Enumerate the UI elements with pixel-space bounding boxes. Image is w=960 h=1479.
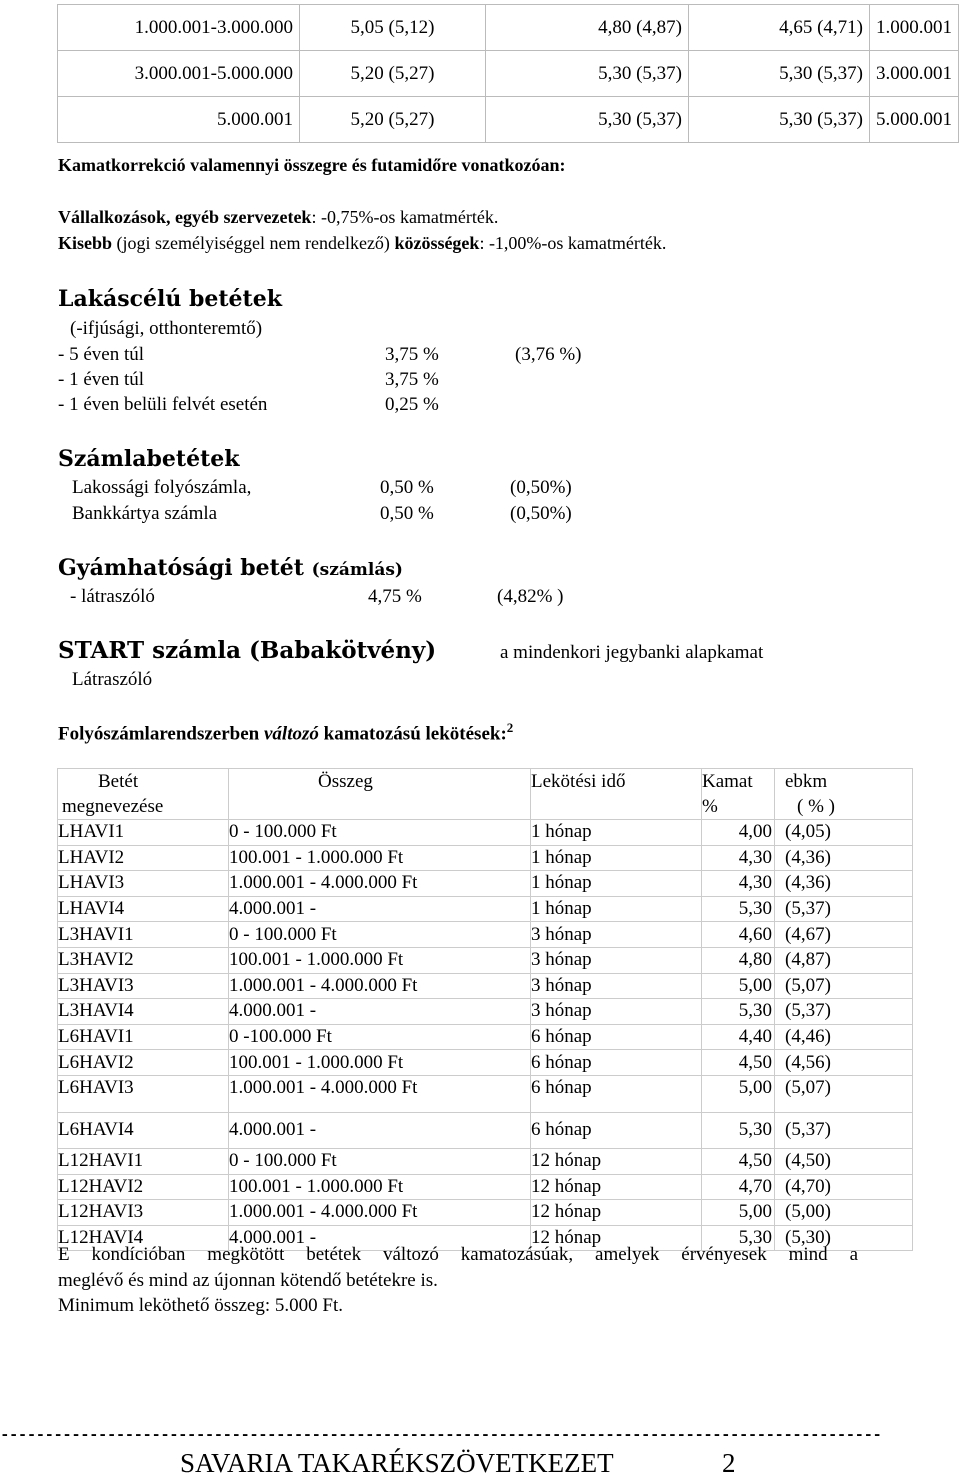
cell-amount: 100.001 - 1.000.000 Ft: [229, 845, 531, 871]
cell-rate: 5,00: [702, 1200, 775, 1226]
cell-amount: 0 - 100.000 Ft: [229, 1148, 531, 1174]
top-cell-amount-range: 3.000.001-5.000.000: [58, 51, 300, 97]
footer-divider: ---------------------------------------------------------------------------------------------------: [0, 1426, 882, 1444]
page-number: 2: [722, 1448, 736, 1478]
cell-rate: 5,00: [702, 973, 775, 999]
top-cell-rate-3: 5,30 (5,37): [689, 97, 870, 143]
note-paragraph-line1: E kondícióban megkötött betétek változó kamatozásúak, amelyek érvényesek mind a: [58, 1244, 858, 1265]
cell-ebkm: (4,36): [775, 845, 913, 871]
cell-rate: 5,00: [702, 1075, 775, 1112]
variable-title-b: kamatozású lekötések:: [318, 723, 507, 745]
table-header-row: [58, 769, 913, 820]
cell-name: L3HAVI3: [58, 973, 229, 999]
account-row-1-rate: 0,50 %: [380, 477, 434, 498]
top-cell-rate-1: 5,05 (5,12): [300, 5, 486, 51]
table-row: [58, 845, 913, 871]
housing-row-3-rate: 0,25 %: [385, 394, 439, 415]
cell-period: 1 hónap: [531, 896, 702, 922]
cell-amount: 1.000.001 - 4.000.000 Ft: [229, 1200, 531, 1226]
cell-name: L3HAVI4: [58, 999, 229, 1025]
cell-amount: 100.001 - 1.000.000 Ft: [229, 947, 531, 973]
cell-period: 6 hónap: [531, 1050, 702, 1076]
cell-ebkm: (5,07): [775, 1075, 913, 1112]
header-amount: [229, 769, 531, 820]
cell-name: L12HAVI1: [58, 1148, 229, 1174]
header-rate-line1: Kamat: [702, 771, 753, 792]
cell-amount: 1.000.001 - 4.000.000 Ft: [229, 871, 531, 897]
cell-ebkm: (4,67): [775, 922, 913, 948]
cell-period: 12 hónap: [531, 1200, 702, 1226]
top-cell-amount-range: 1.000.001-3.000.000: [58, 5, 300, 51]
cell-name: L12HAVI3: [58, 1200, 229, 1226]
guardianship-title-small: (számlás): [311, 560, 403, 580]
cell-ebkm: (4,56): [775, 1050, 913, 1076]
companies-rate: : -0,75%-os kamatmérték.: [311, 207, 499, 227]
start-account-title: START számla (Babakötvény): [58, 637, 437, 664]
cell-rate: 4,60: [702, 922, 775, 948]
cell-period: 12 hónap: [531, 1174, 702, 1200]
footnote-ref: 2: [506, 720, 514, 735]
table-row: [58, 1174, 913, 1200]
cell-amount: 100.001 - 1.000.000 Ft: [229, 1050, 531, 1076]
cell-name: LHAVI2: [58, 845, 229, 871]
top-table-row: [58, 51, 959, 97]
correction-title: Kamatkorrekció valamennyi összegre és futamidőre vonatkozóan:: [58, 155, 566, 175]
account-row-2-label: Bankkártya számla: [72, 503, 218, 524]
correction-line-communities: [58, 233, 666, 254]
cell-name: L3HAVI2: [58, 947, 229, 973]
footer-org-name: SAVARIA TAKARÉKSZÖVETKEZET: [180, 1448, 614, 1478]
top-table-row: [58, 97, 959, 143]
top-cell-rate-2: 4,80 (4,87): [486, 5, 689, 51]
housing-row-3-label: - 1 éven belüli felvét esetén: [58, 394, 268, 415]
rate-table-top: [57, 4, 959, 143]
cell-amount: 0 - 100.000 Ft: [229, 820, 531, 846]
account-deposits-title: Számlabetétek: [58, 446, 240, 472]
cell-period: 1 hónap: [531, 871, 702, 897]
top-cell-rate-3: 5,30 (5,37): [689, 51, 870, 97]
cell-amount: 4.000.001 -: [229, 896, 531, 922]
cell-rate: 4,30: [702, 845, 775, 871]
cell-name: L6HAVI3: [58, 1075, 229, 1112]
cell-ebkm: (5,37): [775, 1112, 913, 1148]
cell-rate: 4,40: [702, 1024, 775, 1050]
table-row: [58, 947, 913, 973]
top-cell-rate-3: 4,65 (4,71): [689, 5, 870, 51]
table-row: [58, 1148, 913, 1174]
header-name-line2: megnevezése: [62, 796, 164, 817]
table-row: [58, 973, 913, 999]
variable-title-italic: változó: [264, 723, 319, 745]
start-account-note: a mindenkori jegybanki alapkamat: [500, 642, 764, 663]
header-name-line1: Betét: [98, 771, 139, 792]
cell-rate: 4,50: [702, 1050, 775, 1076]
guardianship-label: - látraszóló: [70, 586, 155, 607]
header-rate-line2: %: [702, 796, 718, 817]
cell-name: LHAVI4: [58, 896, 229, 922]
note-paragraph-line2: meglévő és mind az újonnan kötendő betétekre is.: [58, 1270, 438, 1291]
table-row: [58, 922, 913, 948]
table-row: [58, 1050, 913, 1076]
communities-rate: : -1,00%-os kamatmérték.: [479, 233, 667, 253]
cell-amount: 100.001 - 1.000.000 Ft: [229, 1174, 531, 1200]
account-row-1-label: Lakossági folyószámla,: [72, 477, 252, 498]
smaller-label: Kisebb: [58, 233, 113, 253]
companies-label: Vállalkozások, egyéb szervezetek: [58, 207, 312, 227]
table-row: [58, 999, 913, 1025]
housing-row-2-rate: 3,75 %: [385, 369, 439, 390]
table-row: [58, 1112, 913, 1148]
cell-rate: 5,30: [702, 1112, 775, 1148]
header-ebkm: [775, 769, 913, 820]
cell-ebkm: (4,46): [775, 1024, 913, 1050]
cell-period: 3 hónap: [531, 922, 702, 948]
cell-rate: 5,30: [702, 1225, 775, 1251]
top-cell-rate-1: 5,20 (5,27): [300, 51, 486, 97]
top-cell-rate-2: 5,30 (5,37): [486, 97, 689, 143]
cell-period: 12 hónap: [531, 1225, 702, 1251]
header-amount-label: Összeg: [318, 771, 373, 792]
cell-amount: 0 -100.000 Ft: [229, 1024, 531, 1050]
guardianship-title-main: Gyámhatósági betét: [58, 555, 304, 581]
header-period: [531, 769, 702, 820]
communities-label: közösségek: [394, 233, 480, 253]
account-row-1-ebkm: (0,50%): [510, 477, 572, 498]
cell-amount: 4.000.001 -: [229, 999, 531, 1025]
housing-row-1-ebkm: (3,76 %): [515, 344, 582, 365]
cell-ebkm: (4,70): [775, 1174, 913, 1200]
cell-rate: 4,50: [702, 1148, 775, 1174]
cell-rate: 4,30: [702, 871, 775, 897]
cell-name: L12HAVI2: [58, 1174, 229, 1200]
guardianship-ebkm: (4,82% ): [497, 586, 564, 607]
housing-deposits-subtitle: (-ifjúsági, otthonteremtő): [70, 318, 263, 339]
cell-period: 1 hónap: [531, 820, 702, 846]
top-table-row: [58, 5, 959, 51]
header-ebkm-line2: ( % ): [797, 796, 835, 817]
cell-period: 3 hónap: [531, 999, 702, 1025]
guardianship-title: [58, 555, 403, 581]
cell-ebkm: (5,37): [775, 896, 913, 922]
cell-name: LHAVI1: [58, 820, 229, 846]
header-name: [58, 769, 229, 820]
communities-note: (jogi személyiséggel nem rendelkező): [112, 233, 395, 253]
correction-line-companies: [58, 207, 498, 228]
housing-row-1-rate: 3,75 %: [385, 344, 439, 365]
table-row: [58, 1024, 913, 1050]
table-row: [58, 871, 913, 897]
top-cell-amount-from: 3.000.001: [870, 51, 959, 97]
cell-period: 6 hónap: [531, 1112, 702, 1148]
cell-period: 3 hónap: [531, 973, 702, 999]
minimum-amount: Minimum leköthető összeg: 5.000 Ft.: [58, 1295, 343, 1316]
deposit-table: [57, 768, 913, 1251]
top-cell-amount-from: 5.000.001: [870, 97, 959, 143]
housing-row-1-label: - 5 éven túl: [58, 344, 145, 365]
top-cell-rate-1: 5,20 (5,27): [300, 97, 486, 143]
table-row: [58, 820, 913, 846]
cell-period: 6 hónap: [531, 1024, 702, 1050]
cell-ebkm: (4,50): [775, 1148, 913, 1174]
cell-amount: 4.000.001 -: [229, 1225, 531, 1251]
start-account-label: Látraszóló: [72, 669, 153, 690]
cell-ebkm: (5,37): [775, 999, 913, 1025]
cell-ebkm: (4,36): [775, 871, 913, 897]
cell-period: 3 hónap: [531, 947, 702, 973]
cell-rate: 5,30: [702, 999, 775, 1025]
guardianship-rate: 4,75 %: [368, 586, 422, 607]
cell-ebkm: (5,30): [775, 1225, 913, 1251]
cell-rate: 4,00: [702, 820, 775, 846]
cell-period: 1 hónap: [531, 845, 702, 871]
housing-deposits-title: Lakáscélú betétek: [58, 286, 282, 312]
cell-amount: 1.000.001 - 4.000.000 Ft: [229, 973, 531, 999]
cell-name: LHAVI3: [58, 871, 229, 897]
cell-amount: 0 - 100.000 Ft: [229, 922, 531, 948]
header-period-label: Lekötési idő: [531, 771, 626, 792]
cell-ebkm: (5,00): [775, 1200, 913, 1226]
cell-amount: 4.000.001 -: [229, 1112, 531, 1148]
cell-rate: 4,80: [702, 947, 775, 973]
cell-amount: 1.000.001 - 4.000.000 Ft: [229, 1075, 531, 1112]
cell-period: 6 hónap: [531, 1075, 702, 1112]
cell-rate: 5,30: [702, 896, 775, 922]
cell-period: 12 hónap: [531, 1148, 702, 1174]
cell-name: L12HAVI4: [58, 1225, 229, 1251]
cell-name: L3HAVI1: [58, 922, 229, 948]
top-cell-rate-2: 5,30 (5,37): [486, 51, 689, 97]
table-row: [58, 1075, 913, 1112]
cell-ebkm: (4,05): [775, 820, 913, 846]
account-row-2-rate: 0,50 %: [380, 503, 434, 524]
cell-rate: 4,70: [702, 1174, 775, 1200]
top-cell-amount-from: 1.000.001: [870, 5, 959, 51]
account-row-2-ebkm: (0,50%): [510, 503, 572, 524]
cell-name: L6HAVI4: [58, 1112, 229, 1148]
cell-ebkm: (4,87): [775, 947, 913, 973]
housing-row-2-label: - 1 éven túl: [58, 369, 145, 390]
header-rate: [702, 769, 775, 820]
header-ebkm-line1: ebkm: [785, 771, 828, 792]
table-row: [58, 1200, 913, 1226]
cell-name: L6HAVI2: [58, 1050, 229, 1076]
variable-title-a: Folyószámlarendszerben: [58, 723, 264, 745]
variable-deposits-title: [58, 720, 513, 745]
cell-ebkm: (5,07): [775, 973, 913, 999]
cell-name: L6HAVI1: [58, 1024, 229, 1050]
top-cell-amount-range: 5.000.001: [58, 97, 300, 143]
table-row: [58, 896, 913, 922]
